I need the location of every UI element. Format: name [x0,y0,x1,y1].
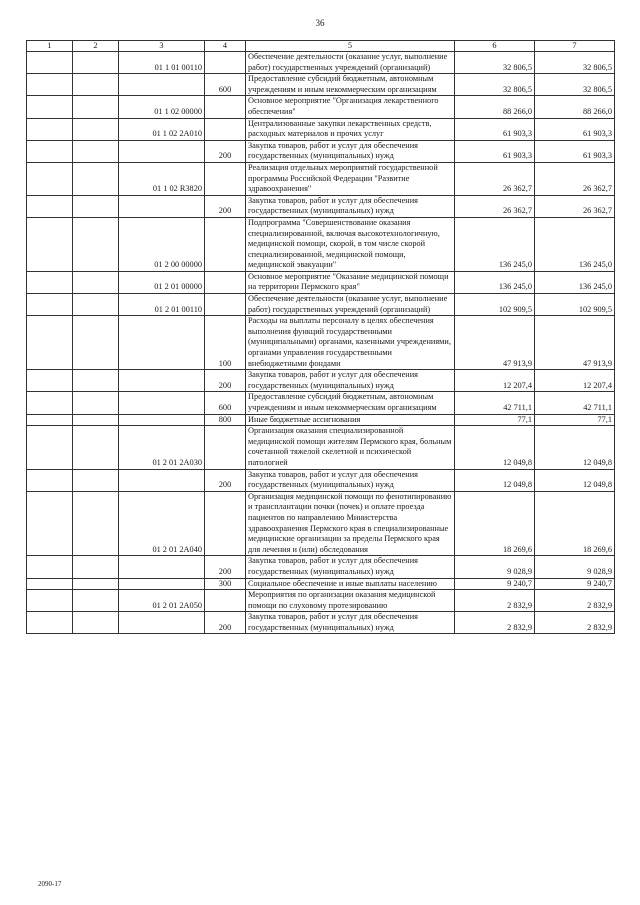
cell-amount-year1: 42 711,1 [455,392,535,414]
header-cell-6: 6 [455,41,535,52]
cell-code [119,370,205,392]
cell-expense-type: 200 [205,140,246,162]
cell-amount-year2: 2 832,9 [535,590,615,612]
cell-amount-year1: 136 245,0 [455,217,535,271]
cell-col2 [73,556,119,578]
cell-amount-year1: 26 362,7 [455,162,535,195]
cell-col2 [73,118,119,140]
table-row [27,426,615,469]
cell-code [119,556,205,578]
table-row [27,52,615,74]
table-row [27,612,615,634]
table-row [27,392,615,414]
cell-amount-year2: 2 832,9 [535,612,615,634]
cell-expense-type: 200 [205,556,246,578]
cell-expense-type [205,96,246,118]
cell-amount-year2: 61 903,3 [535,118,615,140]
cell-amount-year2: 61 903,3 [535,140,615,162]
cell-code: 01 2 01 00000 [119,271,205,293]
cell-code [119,74,205,96]
table-row [27,96,615,118]
header-cell-3: 3 [119,41,205,52]
cell-name: Социальное обеспечение и иные выплаты населению [246,578,455,590]
table-row [27,271,615,293]
table-row [27,469,615,491]
header-cell-4: 4 [205,41,246,52]
page-number: 36 [315,18,325,28]
cell-amount-year1: 9 240,7 [455,578,535,590]
cell-amount-year2: 12 207,4 [535,370,615,392]
cell-expense-type: 300 [205,578,246,590]
cell-name: Предоставление субсидий бюджетным, автономным учреждениям и иным некоммерческим организациям [246,392,455,414]
cell-col2 [73,316,119,370]
cell-amount-year1: 88 266,0 [455,96,535,118]
cell-name: Закупка товаров, работ и услуг для обеспечения государственных (муниципальных) нужд [246,140,455,162]
cell-amount-year1: 2 832,9 [455,590,535,612]
cell-name: Подпрограмма "Совершенствование оказания специализированной, включая высокотехнологичную, медицинской помощи, скорой, в том числе скорой специализированной, медицинской помощи, медицинской эвакуации" [246,217,455,271]
cell-amount-year2: 136 245,0 [535,217,615,271]
table-row [27,316,615,370]
cell-col1 [27,195,73,217]
cell-code: 01 2 00 00000 [119,217,205,271]
cell-col1 [27,217,73,271]
table-row [27,590,615,612]
cell-col1 [27,426,73,469]
cell-col1 [27,612,73,634]
cell-col1 [27,578,73,590]
cell-name: Реализация отдельных мероприятий государственной программы Российской Федерации "Развитие здравоохранения" [246,162,455,195]
header-cell-5: 5 [246,41,455,52]
cell-col1 [27,414,73,426]
table-row [27,578,615,590]
table-row [27,556,615,578]
cell-name: Расходы на выплаты персоналу в целях обеспечения выполнения функций государственными (муниципальными) органами, казенными учреждениями, органами управления государственными внебюджетными фондами [246,316,455,370]
cell-name: Мероприятия по организации оказания медицинской помощи по слуховому протезированию [246,590,455,612]
cell-col2 [73,195,119,217]
cell-expense-type: 600 [205,392,246,414]
cell-name: Закупка товаров, работ и услуг для обеспечения государственных (муниципальных) нужд [246,370,455,392]
cell-col1 [27,118,73,140]
cell-expense-type [205,426,246,469]
cell-code: 01 2 01 2A030 [119,426,205,469]
cell-code: 01 2 01 00110 [119,294,205,316]
cell-col2 [73,271,119,293]
cell-amount-year1: 18 269,6 [455,491,535,556]
cell-code [119,392,205,414]
cell-expense-type: 200 [205,612,246,634]
cell-code [119,578,205,590]
cell-amount-year2: 88 266,0 [535,96,615,118]
cell-amount-year1: 61 903,3 [455,140,535,162]
cell-col1 [27,271,73,293]
cell-code: 01 1 02 2A010 [119,118,205,140]
cell-code: 01 2 01 2A050 [119,590,205,612]
cell-amount-year2: 9 240,7 [535,578,615,590]
cell-name: Основное мероприятие "Организация лекарственного обеспечения" [246,96,455,118]
cell-amount-year1: 32 806,5 [455,74,535,96]
cell-amount-year1: 12 207,4 [455,370,535,392]
cell-amount-year1: 26 362,7 [455,195,535,217]
cell-amount-year2: 9 028,9 [535,556,615,578]
cell-col2 [73,96,119,118]
cell-code: 01 1 02 00000 [119,96,205,118]
cell-expense-type [205,52,246,74]
table-row [27,370,615,392]
cell-expense-type: 600 [205,74,246,96]
cell-amount-year2: 18 269,6 [535,491,615,556]
cell-col2 [73,52,119,74]
budget-table [26,40,615,634]
table-row [27,118,615,140]
cell-amount-year2: 42 711,1 [535,392,615,414]
cell-amount-year2: 102 909,5 [535,294,615,316]
cell-col1 [27,316,73,370]
cell-col2 [73,162,119,195]
cell-col1 [27,96,73,118]
cell-expense-type [205,294,246,316]
cell-col2 [73,612,119,634]
cell-expense-type [205,491,246,556]
cell-expense-type [205,271,246,293]
header-cell-2: 2 [73,41,119,52]
cell-name: Обеспечение деятельности (оказание услуг, выполнение работ) государственных учреждений (организаций) [246,52,455,74]
cell-amount-year1: 9 028,9 [455,556,535,578]
cell-name: Иные бюджетные ассигнования [246,414,455,426]
cell-col2 [73,469,119,491]
cell-expense-type: 200 [205,195,246,217]
cell-code [119,612,205,634]
cell-amount-year1: 102 909,5 [455,294,535,316]
table-header-row [27,41,615,52]
cell-expense-type [205,118,246,140]
cell-col1 [27,590,73,612]
cell-name: Основное мероприятие "Оказание медицинской помощи на территории Пермского края" [246,271,455,293]
cell-name: Закупка товаров, работ и услуг для обеспечения государственных (муниципальных) нужд [246,195,455,217]
cell-col2 [73,414,119,426]
cell-col2 [73,392,119,414]
cell-name: Централизованные закупки лекарственных средств, расходных материалов и прочих услуг [246,118,455,140]
cell-code: 01 1 02 R3820 [119,162,205,195]
cell-amount-year1: 2 832,9 [455,612,535,634]
table-row [27,294,615,316]
cell-col1 [27,162,73,195]
cell-code [119,414,205,426]
cell-amount-year2: 12 049,8 [535,469,615,491]
cell-amount-year1: 32 806,5 [455,52,535,74]
cell-name: Организация медицинской помощи по фенотипированию и трансплантации почки (почек) и оплате проезда пациентов по направлению Министерства здравоохранения Пермского края в специализированные медицинские организации за пределы Пермского края для лечения и (или) обследования [246,491,455,556]
cell-col1 [27,370,73,392]
table-row [27,217,615,271]
cell-code: 01 2 01 2A040 [119,491,205,556]
cell-amount-year1: 77,1 [455,414,535,426]
cell-col2 [73,590,119,612]
cell-name: Закупка товаров, работ и услуг для обеспечения государственных (муниципальных) нужд [246,469,455,491]
cell-col2 [73,578,119,590]
table-row [27,162,615,195]
table-row [27,74,615,96]
cell-expense-type: 100 [205,316,246,370]
header-cell-7: 7 [535,41,615,52]
cell-name: Обеспечение деятельности (оказание услуг, выполнение работ) государственных учреждений (организаций) [246,294,455,316]
cell-amount-year2: 77,1 [535,414,615,426]
cell-col2 [73,370,119,392]
table-row [27,491,615,556]
header-cell-1: 1 [27,41,73,52]
cell-name: Закупка товаров, работ и услуг для обеспечения государственных (муниципальных) нужд [246,556,455,578]
cell-amount-year1: 12 049,8 [455,469,535,491]
cell-code [119,140,205,162]
table-row [27,195,615,217]
cell-amount-year1: 47 913,9 [455,316,535,370]
cell-col2 [73,140,119,162]
cell-col1 [27,294,73,316]
cell-name: Организация оказания специализированной медицинской помощи жителям Пермского края, больным сочетанной тяжелой скелетной и психической патологией [246,426,455,469]
cell-expense-type: 200 [205,469,246,491]
cell-col1 [27,52,73,74]
cell-expense-type [205,590,246,612]
cell-amount-year1: 136 245,0 [455,271,535,293]
cell-expense-type [205,217,246,271]
cell-amount-year2: 47 913,9 [535,316,615,370]
cell-expense-type [205,162,246,195]
cell-expense-type: 200 [205,370,246,392]
cell-code [119,195,205,217]
document-code: 2090-17 [38,880,62,888]
cell-col1 [27,556,73,578]
cell-col1 [27,491,73,556]
cell-name: Предоставление субсидий бюджетным, автономным учреждениям и иным некоммерческим организациям [246,74,455,96]
cell-expense-type: 800 [205,414,246,426]
cell-amount-year2: 136 245,0 [535,271,615,293]
cell-amount-year2: 26 362,7 [535,162,615,195]
cell-amount-year1: 61 903,3 [455,118,535,140]
cell-col1 [27,74,73,96]
cell-col2 [73,74,119,96]
cell-amount-year2: 26 362,7 [535,195,615,217]
table-row [27,414,615,426]
cell-col2 [73,294,119,316]
cell-amount-year1: 12 049,8 [455,426,535,469]
cell-col1 [27,392,73,414]
cell-code [119,469,205,491]
cell-name: Закупка товаров, работ и услуг для обеспечения государственных (муниципальных) нужд [246,612,455,634]
cell-code: 01 1 01 00110 [119,52,205,74]
cell-amount-year2: 12 049,8 [535,426,615,469]
cell-col1 [27,140,73,162]
table-row [27,140,615,162]
cell-col2 [73,491,119,556]
cell-amount-year2: 32 806,5 [535,52,615,74]
cell-col1 [27,469,73,491]
cell-col2 [73,426,119,469]
cell-col2 [73,217,119,271]
cell-code [119,316,205,370]
cell-amount-year2: 32 806,5 [535,74,615,96]
